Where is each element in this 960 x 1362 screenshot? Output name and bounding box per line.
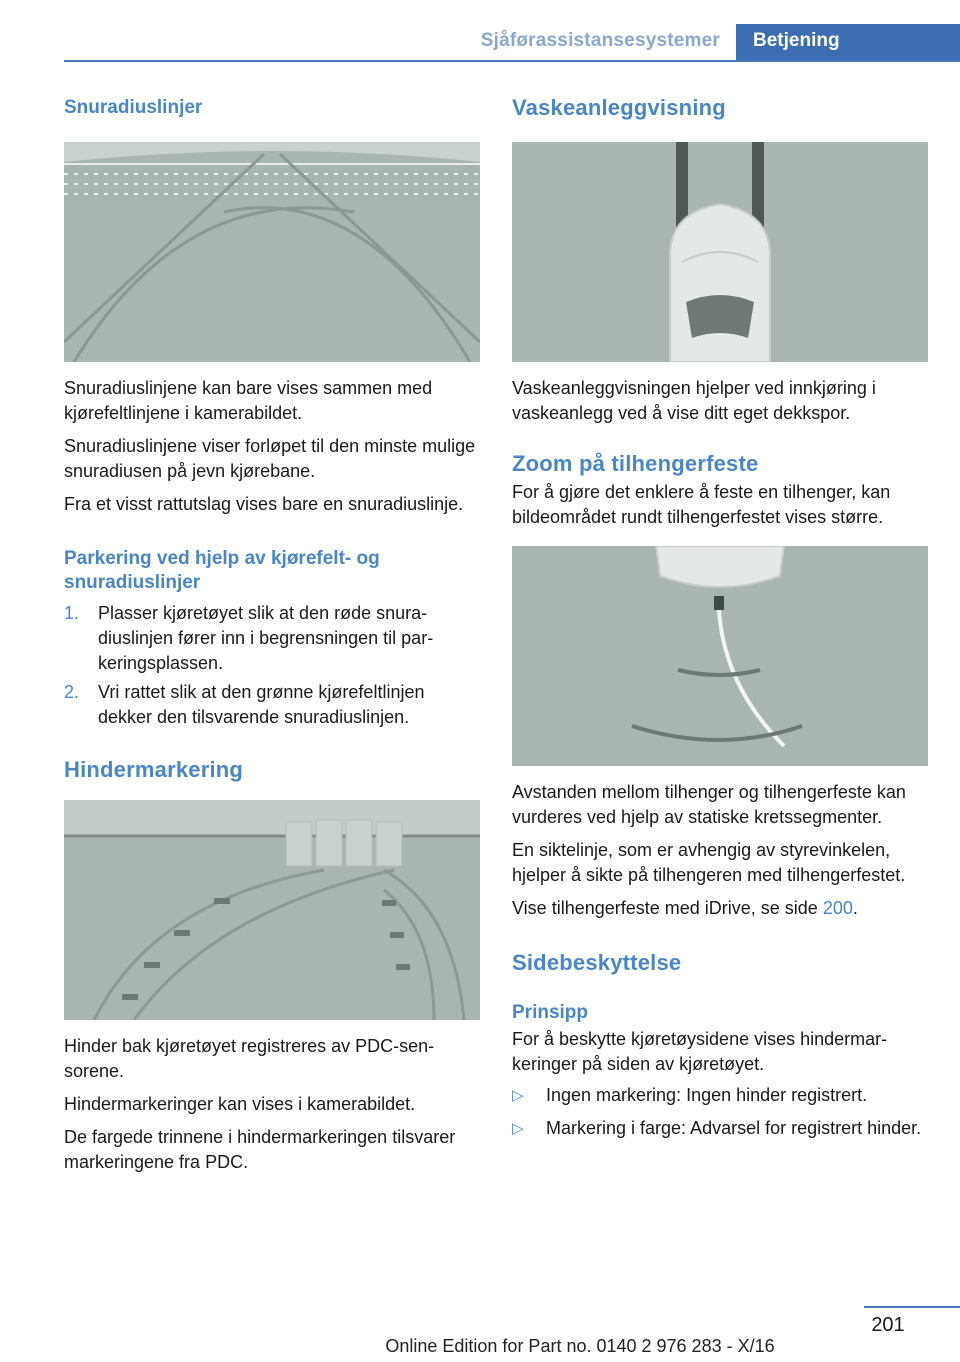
step-number: 2. xyxy=(64,682,80,702)
paragraph: For å gjøre det enklere å feste en tilhenger, kan bildeområdet rundt tilhengerfestet vises større. xyxy=(512,482,891,527)
heading-prinsipp: Prinsipp xyxy=(512,1002,589,1023)
figure-turning-radius-lines xyxy=(64,142,480,362)
text: . xyxy=(852,898,858,918)
list-item xyxy=(64,680,480,730)
footer-rule xyxy=(864,1306,960,1308)
figure-obstacle-marking xyxy=(64,800,480,1020)
heading-parkering: Parkering ved hjelp av kjørefelt- og snuradiuslinjer xyxy=(64,548,380,593)
heading-snuradiuslinjer: Snuradiuslinjer xyxy=(64,97,203,118)
right-column xyxy=(512,96,928,1141)
heading-vaskeanleggvisning: Vaskeanleggvisning xyxy=(512,95,726,120)
figure-car-wash-view xyxy=(512,142,928,362)
header-rule xyxy=(64,60,960,62)
step-text: Plasser kjøretøyet slik at den røde snuradiuslinjen fører inn i begrensningen til parkeringsplassen. xyxy=(98,603,434,673)
figure-trailer-hitch-zoom xyxy=(512,546,928,766)
heading-sidebeskyttelse: Sidebeskyttelse xyxy=(512,950,682,975)
footer-edition: Online Edition for Part no. 0140 2 976 283 - X/16 xyxy=(385,1336,775,1356)
list-item xyxy=(64,601,480,676)
triangle-bullet-icon: ▷ xyxy=(512,1087,524,1104)
heading-hindermarkering: Hindermarkering xyxy=(64,757,244,782)
page-reference-link[interactable]: 200 xyxy=(822,898,853,918)
numbered-steps xyxy=(64,601,480,730)
paragraph: For å beskytte kjøretøysidene vises hindermarkeringer på siden av kjøretøyet. xyxy=(512,1029,888,1074)
paragraph: Hinder bak kjøretøyet registreres av PDC-sensorene. xyxy=(64,1036,435,1081)
paragraph: En siktelinje, som er avhengig av styrevinkelen, hjelper å sikte på tilhengeren med tilhengerfestet. xyxy=(512,840,906,885)
left-column xyxy=(64,96,480,1175)
step-number: 1. xyxy=(64,603,80,623)
heading-zoom-tilhengerfeste: Zoom på tilhengerfeste xyxy=(512,451,759,476)
list-item xyxy=(512,1083,928,1108)
paragraph: De fargede trinnene i hindermarkeringen tilsvarer markeringene fra PDC. xyxy=(64,1127,456,1172)
step-text: Vri rattet slik at den grønne kjørefeltlinjen dekker den tilsvarende snuradiuslinjen. xyxy=(98,682,425,727)
paragraph: Avstanden mellom tilhenger og tilhengerfeste kan vurderes ved hjelp av statiske kretssegmenter. xyxy=(512,782,906,827)
triangle-bullet-icon: ▷ xyxy=(512,1120,524,1137)
paragraph xyxy=(512,896,928,921)
bullet-list xyxy=(512,1083,928,1141)
list-item xyxy=(512,1116,928,1141)
paragraph: Hindermarkeringer kan vises i kamerabildet. xyxy=(64,1094,416,1114)
paragraph: Snuradiuslinjene viser forløpet til den minste mulige snuradiusen på jevn kjørebane. xyxy=(64,436,476,481)
paragraph: Vaskeanleggvisningen hjelper ved innkjøring i vaskeanlegg ved å vise ditt eget dekkspor. xyxy=(512,378,876,423)
header-section-title: Sjåførassistansesystemer xyxy=(480,30,720,51)
paragraph: Fra et visst rattutslag vises bare en snuradiuslinje. xyxy=(64,494,464,514)
bullet-text: Markering i farge: Advarsel for registrert hinder. xyxy=(546,1118,922,1138)
bullet-text: Ingen markering: Ingen hinder registrert. xyxy=(546,1085,868,1105)
header-chapter-tab: Betjening xyxy=(736,24,960,62)
text: Vise tilhengerfeste med iDrive, se side xyxy=(512,898,823,918)
page-header xyxy=(0,0,960,62)
page-number: 201 xyxy=(871,1314,905,1336)
paragraph: Snuradiuslinjene kan bare vises sammen med kjørefeltlinjene i kamerabildet. xyxy=(64,378,433,423)
